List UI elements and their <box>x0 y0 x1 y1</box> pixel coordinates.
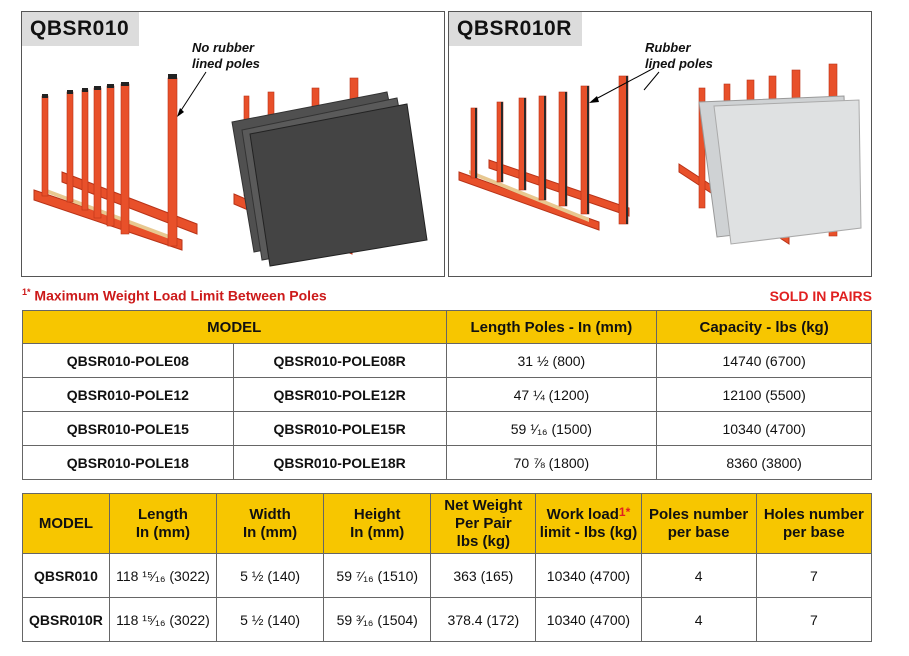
col-header-work-load: Work load$^{1*}$ limit - lbs (kg) <box>536 494 641 554</box>
product-panel-qbsr010 <box>21 11 445 277</box>
model-cell: QBSR010R <box>23 598 110 642</box>
product-panel-qbsr010r <box>448 11 872 277</box>
holes-cell: 7 <box>756 598 871 642</box>
poles-cell: 4 <box>641 554 756 598</box>
col-header-model: MODEL <box>23 494 110 554</box>
table-header-row <box>23 311 872 344</box>
max-load-text: Maximum Weight Load Limit Between Poles <box>34 287 327 304</box>
model-cell: QBSR010-POLE12 <box>23 378 234 412</box>
note-callout: No rubber lined poles <box>192 40 260 71</box>
model-cell: QBSR010-POLE15 <box>23 412 234 446</box>
length-cell: 118 ¹⁵⁄₁₆ (3022) <box>109 554 216 598</box>
col-header-net-weight: Net Weight Per Pair lbs (kg) <box>431 494 536 554</box>
model-cell: QBSR010-POLE08 <box>23 344 234 378</box>
table-row <box>23 446 872 480</box>
table-row <box>23 378 872 412</box>
max-load-note <box>22 287 327 304</box>
length-cell: 31 ½ (800) <box>446 344 657 378</box>
capacity-cell: 8360 (3800) <box>657 446 872 480</box>
model-cell: QBSR010 <box>23 554 110 598</box>
model-cell: QBSR010-POLE18 <box>23 446 234 480</box>
col-header-model: MODEL <box>23 311 447 344</box>
table-header-row <box>23 494 872 554</box>
holes-cell: 7 <box>756 554 871 598</box>
capacity-cell: 10340 (4700) <box>657 412 872 446</box>
col-header-poles: Poles number per base <box>641 494 756 554</box>
width-cell: 5 ½ (140) <box>217 598 324 642</box>
table-row <box>23 412 872 446</box>
weight-cell: 363 (165) <box>431 554 536 598</box>
col-header-width: Width In (mm) <box>217 494 324 554</box>
sold-in-pairs-note: SOLD IN PAIRS <box>769 288 872 304</box>
width-cell: 5 ½ (140) <box>217 554 324 598</box>
table-row <box>23 344 872 378</box>
poles-cell: 4 <box>641 598 756 642</box>
col-header-capacity: Capacity - lbs (kg) <box>657 311 872 344</box>
workload-cell: 10340 (4700) <box>536 554 641 598</box>
panel-title: QBSR010 <box>22 12 139 46</box>
col-header-length: Length In (mm) <box>109 494 216 554</box>
model-cell: QBSR010-POLE18R <box>233 446 446 480</box>
col-header-height: Height In (mm) <box>324 494 431 554</box>
panel-title: QBSR010R <box>449 12 582 46</box>
table-row <box>23 598 872 642</box>
footnote-marker: 1* <box>618 504 631 519</box>
base-spec-table <box>22 493 872 642</box>
height-cell: 59 ³⁄₁₆ (1504) <box>324 598 431 642</box>
weight-cell: 378.4 (172) <box>431 598 536 642</box>
length-cell: 47 ¼ (1200) <box>446 378 657 412</box>
col-header-holes: Holes number per base <box>756 494 871 554</box>
pole-spec-table <box>22 310 872 480</box>
footnote-marker: 1* <box>22 287 31 297</box>
height-cell: 59 ⁷⁄₁₆ (1510) <box>324 554 431 598</box>
col-header-length: Length Poles - In (mm) <box>446 311 657 344</box>
note-callout: Rubber lined poles <box>645 40 713 71</box>
length-cell: 118 ¹⁵⁄₁₆ (3022) <box>109 598 216 642</box>
table-row <box>23 554 872 598</box>
capacity-cell: 12100 (5500) <box>657 378 872 412</box>
capacity-cell: 14740 (6700) <box>657 344 872 378</box>
model-cell: QBSR010-POLE12R <box>233 378 446 412</box>
length-cell: 59 ¹⁄₁₆ (1500) <box>446 412 657 446</box>
model-cell: QBSR010-POLE15R <box>233 412 446 446</box>
workload-cell: 10340 (4700) <box>536 598 641 642</box>
length-cell: 70 ⅞ (1800) <box>446 446 657 480</box>
model-cell: QBSR010-POLE08R <box>233 344 446 378</box>
